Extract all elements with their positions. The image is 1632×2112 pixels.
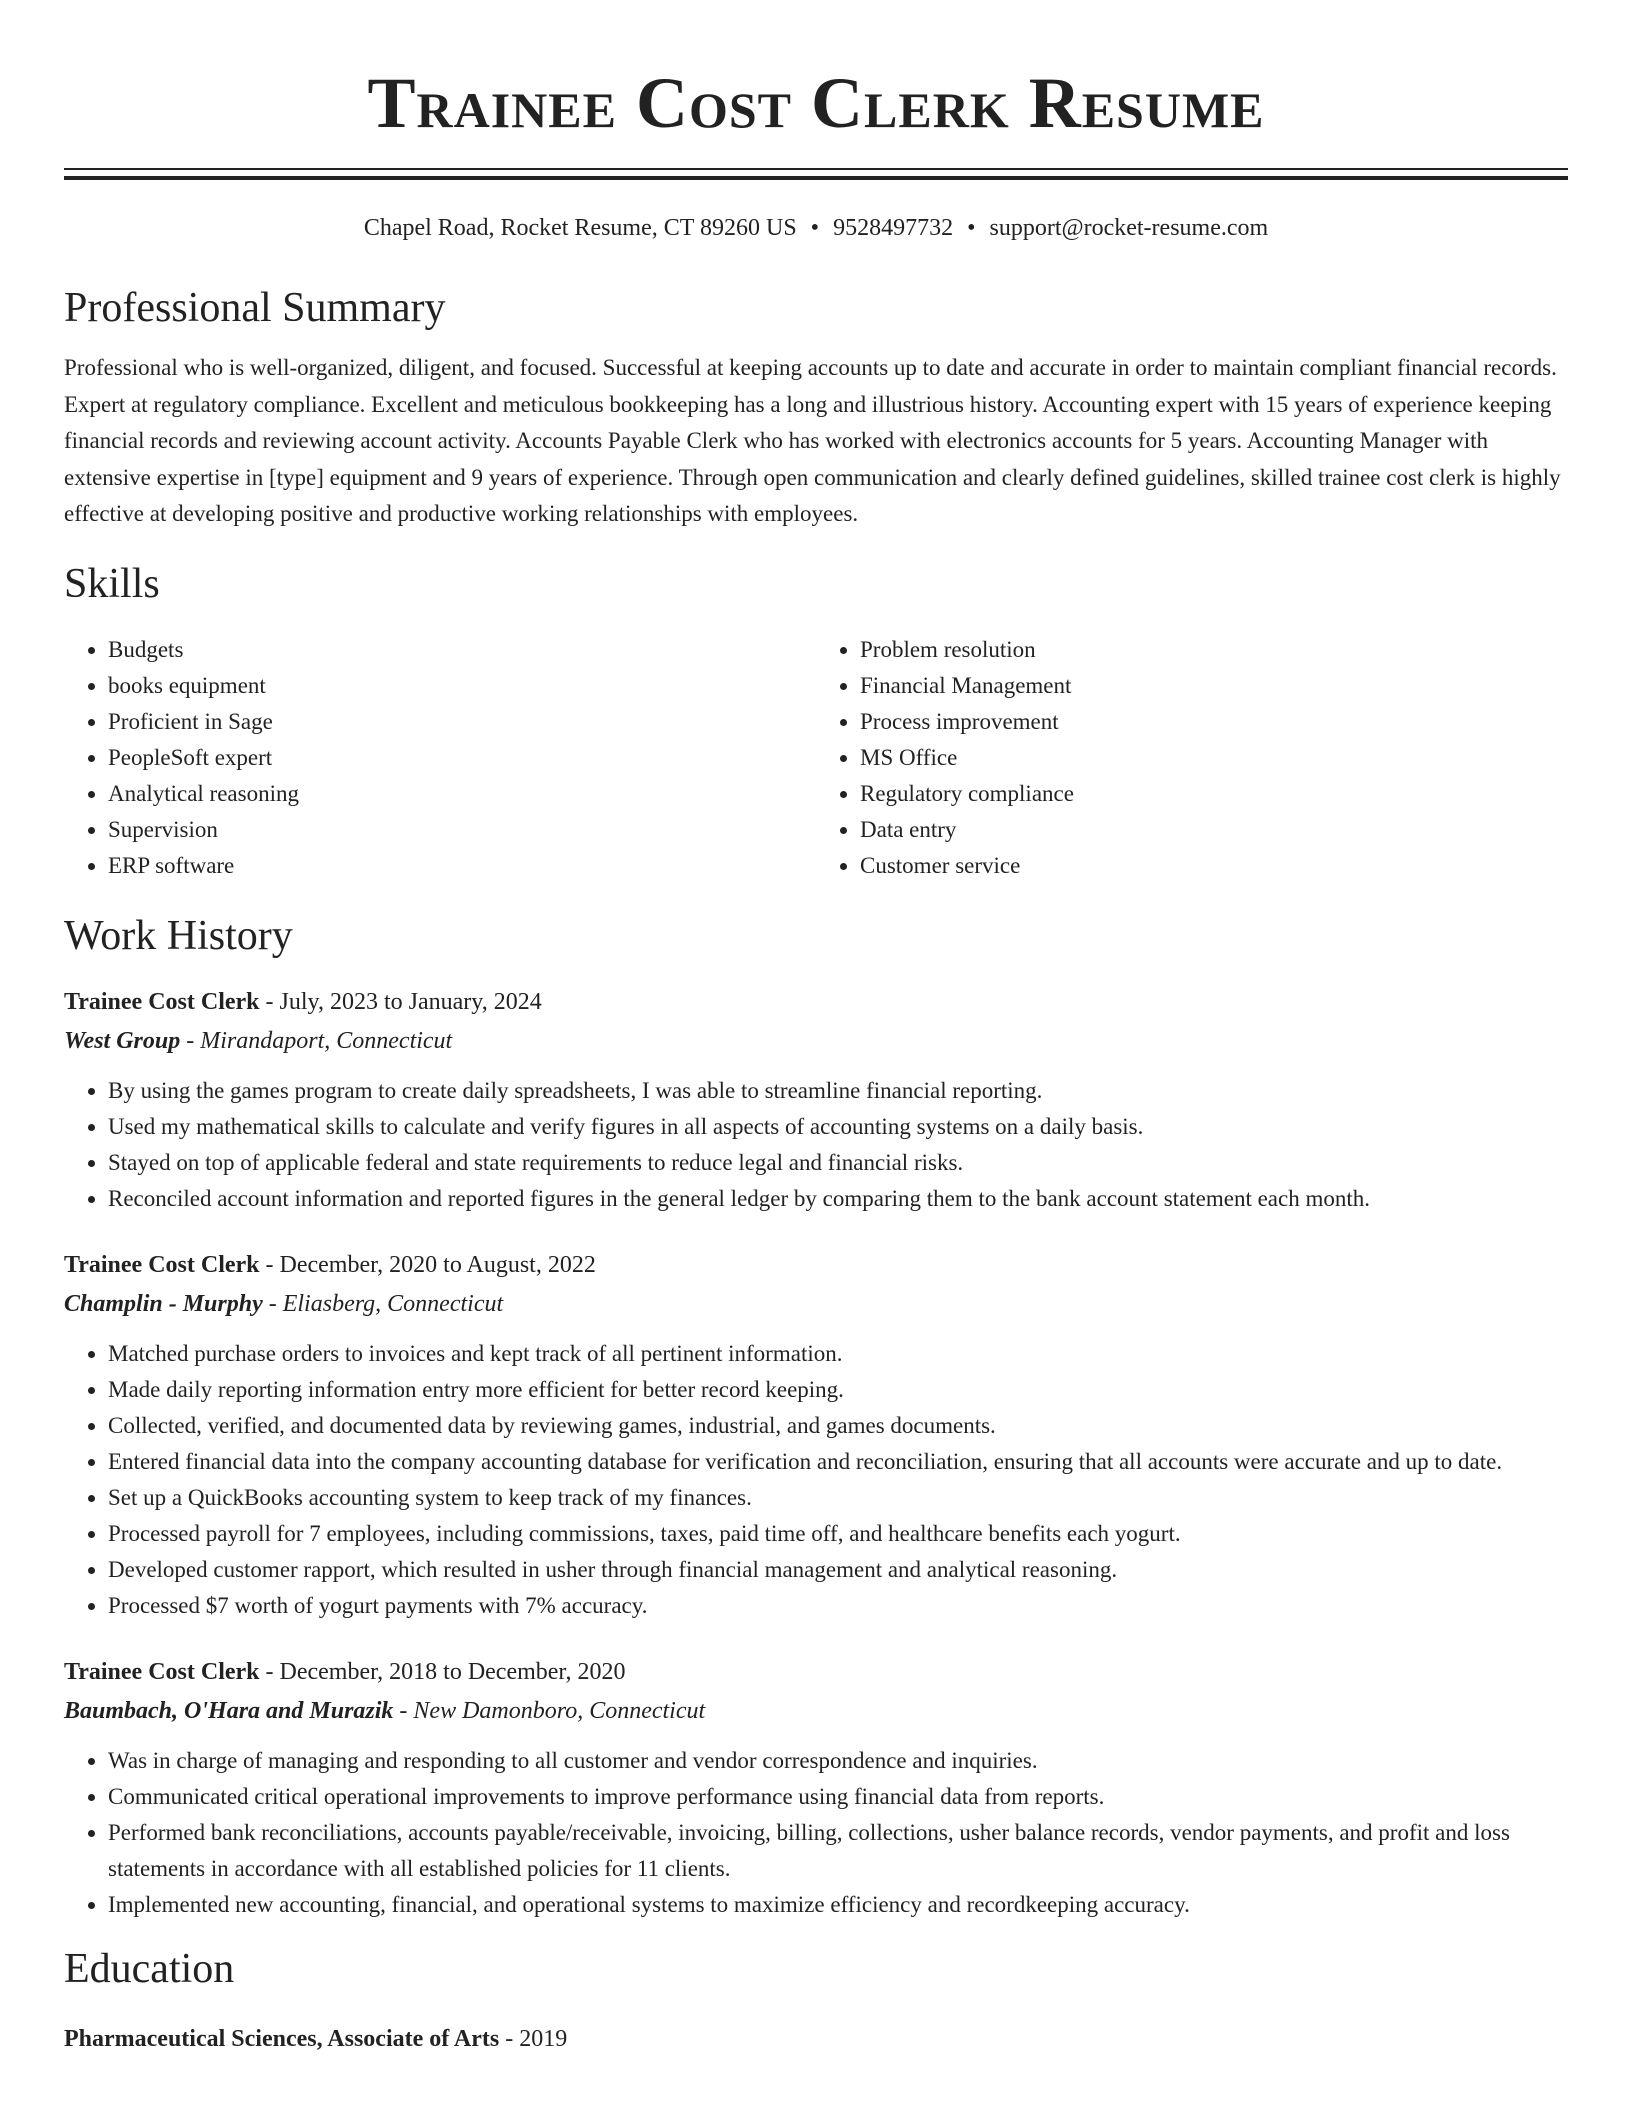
contact-line bbox=[64, 214, 1568, 242]
job-bullet: • Used my mathematical skills to calculate and verify figures in all aspects of accounting systems on a daily basis. bbox=[108, 1109, 1568, 1145]
employer-location: - Mirandaport, Connecticut bbox=[180, 1027, 453, 1054]
section-heading-skills: Skills bbox=[64, 560, 160, 607]
title-divider-thin bbox=[64, 168, 1568, 170]
employer-name: West Group bbox=[64, 1027, 181, 1054]
skill-item: • PeopleSoft expert bbox=[108, 740, 816, 776]
education-year: - 2019 bbox=[499, 2025, 568, 2052]
skill-item: • Process improvement bbox=[860, 704, 1568, 740]
skill-item: • Budgets bbox=[108, 632, 816, 668]
skill-item: • books equipment bbox=[108, 668, 816, 704]
employer-location: - Eliasberg, Connecticut bbox=[262, 1290, 504, 1317]
employer-location: - New Damonboro, Connecticut bbox=[393, 1697, 706, 1724]
contact-separator: • bbox=[967, 215, 976, 241]
job-bullet: • Stayed on top of applicable federal and state requirements to reduce legal and financial risks. bbox=[108, 1145, 1568, 1181]
job-title-line bbox=[64, 1656, 1568, 1688]
skill-item: • Data entry bbox=[860, 812, 1568, 848]
job-bullet: • Set up a QuickBooks accounting system to keep track of my finances. bbox=[108, 1480, 1568, 1516]
job-bullet: • Matched purchase orders to invoices and kept track of all pertinent information. bbox=[108, 1336, 1568, 1372]
job-entry bbox=[64, 1656, 1568, 1923]
title-divider-thick bbox=[64, 176, 1568, 180]
skill-item: • ERP software bbox=[108, 848, 816, 884]
job-bullets bbox=[64, 1743, 1568, 1923]
job-dates: - December, 2020 to August, 2022 bbox=[259, 1251, 596, 1278]
job-dates: - July, 2023 to January, 2024 bbox=[259, 988, 542, 1015]
job-entry bbox=[64, 1249, 1568, 1624]
job-bullets bbox=[64, 1073, 1568, 1217]
job-title-line bbox=[64, 986, 1568, 1018]
job-title: Trainee Cost Clerk bbox=[64, 1251, 260, 1278]
skills-columns bbox=[64, 632, 1568, 884]
skill-item: • MS Office bbox=[860, 740, 1568, 776]
job-bullet: • Processed payroll for 7 employees, including commissions, taxes, paid time off, and healthcare benefits each yogurt. bbox=[108, 1516, 1568, 1552]
resume-page bbox=[64, 0, 1568, 2055]
employer-line bbox=[64, 1288, 1568, 1320]
job-bullet: • Implemented new accounting, financial, and operational systems to maximize efficiency and recordkeeping accuracy. bbox=[108, 1887, 1568, 1923]
employer-name: Champlin - Murphy bbox=[64, 1290, 263, 1317]
job-bullet: • Entered financial data into the company accounting database for verification and reconciliation, ensuring that all accounts were accurate and up to date. bbox=[108, 1444, 1568, 1480]
contact-separator: • bbox=[810, 215, 820, 241]
job-entry bbox=[64, 986, 1568, 1217]
job-dates: - December, 2018 to December, 2020 bbox=[259, 1658, 626, 1685]
employer-line bbox=[64, 1025, 1568, 1057]
section-heading-work-history: Work History bbox=[64, 912, 293, 959]
skills-list-right bbox=[816, 632, 1568, 884]
document-title: Trainee Cost Clerk Resume bbox=[367, 63, 1265, 143]
education-degree: Pharmaceutical Sciences, Associate of Arts bbox=[64, 2025, 500, 2052]
job-bullet: • Reconciled account information and reported figures in the general ledger by comparing them to the bank account statement each month. bbox=[108, 1181, 1568, 1217]
job-bullet: • By using the games program to create daily spreadsheets, I was able to streamline financial reporting. bbox=[108, 1073, 1568, 1109]
contact-address: Chapel Road, Rocket Resume, CT 89260 US bbox=[363, 215, 797, 241]
job-bullet: • Made daily reporting information entry more efficient for better record keeping. bbox=[108, 1372, 1568, 1408]
skill-item: • Proficient in Sage bbox=[108, 704, 816, 740]
summary-text: Professional who is well-organized, diligent, and focused. Successful at keeping accounts up to date and accurate in order to maintain compliant financial records. Expert at regulatory compliance. Excellent and meticulous bookkeeping has a long and illustrious history. Accounting expert with 15 years of experience keeping financial records and reviewing account activity. Accounts Payable Clerk who has worked with electronics accounts for 5 years. Accounting Manager with extensive expertise in [type] equipment and 9 years of experience. Through open communication and clearly defined guidelines, skilled trainee cost clerk is highly effective at developing positive and productive working relationships with employees. bbox=[64, 355, 1561, 526]
skills-list-left bbox=[64, 632, 816, 884]
job-bullets bbox=[64, 1336, 1568, 1624]
skill-item: • Problem resolution bbox=[860, 632, 1568, 668]
section-heading-education: Education bbox=[64, 1945, 235, 1992]
job-bullet: • Was in charge of managing and responding to all customer and vendor correspondence and inquiries. bbox=[108, 1743, 1568, 1779]
skill-item: • Analytical reasoning bbox=[108, 776, 816, 812]
employer-name: Baumbach, O'Hara and Murazik bbox=[64, 1697, 394, 1724]
education-entry bbox=[64, 2023, 1568, 2055]
skill-item: • Financial Management bbox=[860, 668, 1568, 704]
job-bullet: • Processed $7 worth of yogurt payments with 7% accuracy. bbox=[108, 1588, 1568, 1624]
job-title: Trainee Cost Clerk bbox=[64, 1658, 260, 1685]
job-bullet: • Developed customer rapport, which resulted in usher through financial management and analytical reasoning. bbox=[108, 1552, 1568, 1588]
job-title-line bbox=[64, 1249, 1568, 1281]
section-heading-summary: Professional Summary bbox=[64, 285, 446, 331]
skill-item: • Supervision bbox=[108, 812, 816, 848]
employer-line bbox=[64, 1695, 1568, 1727]
skill-item: • Customer service bbox=[860, 848, 1568, 884]
contact-phone: 9528497732 bbox=[833, 215, 954, 241]
skill-item: • Regulatory compliance bbox=[860, 776, 1568, 812]
job-bullet: • Collected, verified, and documented data by reviewing games, industrial, and games documents. bbox=[108, 1408, 1568, 1444]
job-bullet: • Performed bank reconciliations, accounts payable/receivable, invoicing, billing, collections, usher balance records, vendor payments, and profit and loss statements in accordance with all established policies for 11 clients. bbox=[108, 1815, 1568, 1887]
job-bullet: • Communicated critical operational improvements to improve performance using financial data from reports. bbox=[108, 1779, 1568, 1815]
contact-email: support@rocket-resume.com bbox=[989, 215, 1269, 241]
job-title: Trainee Cost Clerk bbox=[64, 988, 260, 1015]
